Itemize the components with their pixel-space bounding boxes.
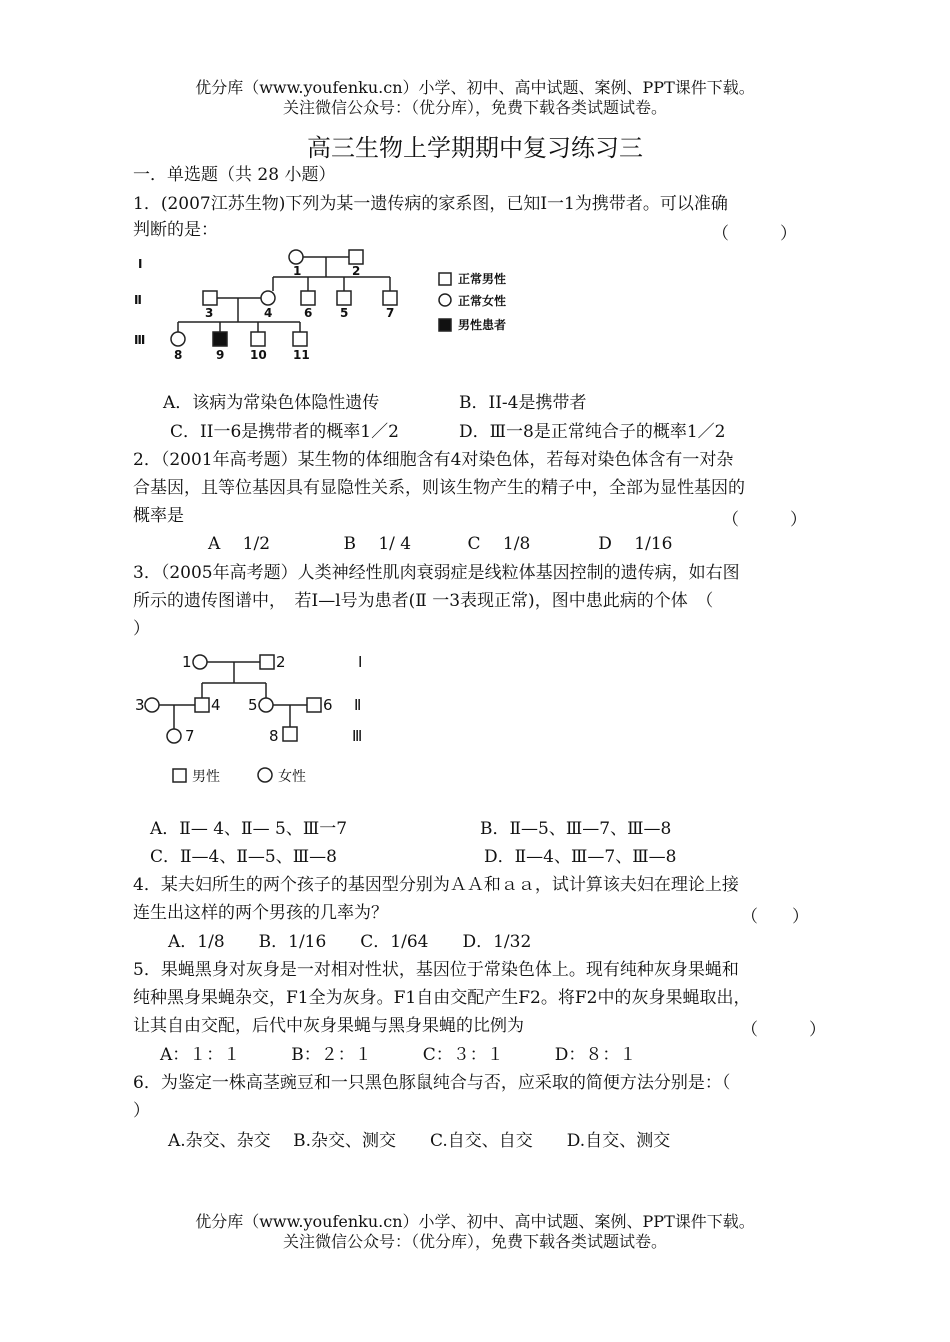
- q3-individual-6: [307, 698, 321, 712]
- footer-line-1: 优分库（www.youfenku.cn）小学、初中、高中试题、案例、PPT课件下载。: [195, 1212, 755, 1231]
- q6-options: A.杂交、杂交 B.杂交、测交 C.自交、自交 D.自交、测交: [168, 1131, 671, 1151]
- q3-num-3: 3: [135, 696, 145, 714]
- q1-num-5: 5: [340, 306, 349, 320]
- q1-individual-III9: [213, 332, 227, 346]
- q3-stem-line-2: 所示的遗传图谱中， 若Ⅰ—l号为患者(Ⅱ 一3表现正常)，图中患此病的个体 （: [133, 591, 714, 611]
- q3-num-8: 8: [269, 727, 279, 745]
- q3-gen-II-label: Ⅱ: [354, 696, 362, 714]
- q1-gen-I-label: Ⅰ: [138, 257, 143, 271]
- q5-stem-line-3: 让其自由交配，后代中灰身果蝇与黑身果蝇的比例为: [133, 1016, 524, 1036]
- q3-individual-8: [283, 727, 297, 741]
- q3-stem-line-3: ）: [133, 619, 150, 639]
- q3-option-d: D．Ⅱ—4、Ⅲ—7、Ⅲ—8: [484, 847, 677, 867]
- q3-individual-1: [193, 655, 207, 669]
- q1-num-1: 1: [293, 264, 302, 278]
- q3-num-4: 4: [211, 696, 221, 714]
- q1-option-c: C．II一6是携带者的概率1／2: [170, 422, 399, 442]
- q1-option-d: D．Ⅲ一8是正常纯合子的概率1／2: [459, 422, 726, 442]
- q1-num-11: 11: [293, 348, 310, 362]
- q1-option-b: B．II-4是携带者: [459, 393, 587, 413]
- q1-num-3: 3: [205, 306, 214, 320]
- q3-option-b: B．Ⅱ—5、Ⅲ—7、Ⅲ—8: [480, 819, 672, 839]
- q3-option-a: A．Ⅱ— 4、Ⅱ— 5、Ⅲ一7: [150, 819, 348, 839]
- q1-num-6: 6: [304, 306, 313, 320]
- q3-num-5: 5: [248, 696, 258, 714]
- q1-individual-II-a: [301, 291, 315, 305]
- q1-num-7: 7: [386, 306, 395, 320]
- q2-options: A 1/2 B 1/ 4 C 1/8 D 1/16: [208, 534, 673, 554]
- q1-individual-I1: [289, 250, 303, 264]
- q1-stem-line-1: 1．(2007江苏生物)下列为某一遗传病的家系图，已知Ⅰ一1为携带者。可以准确: [133, 194, 728, 214]
- q5-options: A：１：１ B：２：１ C：３：１ D：８：１: [160, 1045, 637, 1065]
- q3-legend-male-label: 男性: [192, 769, 220, 785]
- q1-num-2: 2: [352, 264, 361, 278]
- q2-stem-line-3: 概率是: [133, 506, 184, 526]
- q1-option-a: A．该病为常染色体隐性遗传: [163, 393, 380, 413]
- q3-num-2: 2: [276, 653, 286, 671]
- q3-num-7: 7: [185, 727, 195, 745]
- q3-individual-4: [195, 698, 209, 712]
- q1-pedigree-figure: [128, 244, 520, 366]
- q5-answer-paren: （ ）: [741, 1020, 826, 1040]
- q5-stem-line-1: 5．果蝇黑身对灰身是一对相对性状，基因位于常染色体上。现有纯种灰身果蝇和: [133, 960, 739, 980]
- q1-legend-female-label: 正常女性: [458, 294, 507, 308]
- q3-gen-III-label: Ⅲ: [352, 727, 363, 745]
- q3-gen-I-label: Ⅰ: [358, 653, 363, 671]
- q4-stem-line-1: 4．某夫妇所生的两个孩子的基因型分别为ＡＡ和ａａ，试计算该夫妇在理论上接: [133, 875, 739, 895]
- q6-stem-line-2: ）: [133, 1101, 150, 1121]
- q3-individual-5: [259, 698, 273, 712]
- q6-stem-line-1: 6．为鉴定一株高茎豌豆和一只黑色豚鼠纯合与否，应采取的简便方法分别是：（: [133, 1073, 731, 1093]
- q3-option-c: C．Ⅱ—4、Ⅱ—5、Ⅲ—8: [150, 847, 337, 867]
- q1-gen-II-label: Ⅱ: [134, 293, 142, 307]
- q3-legend-male-symbol: [173, 769, 186, 782]
- q1-num-9: 9: [216, 348, 225, 362]
- q1-num-4: 4: [264, 306, 273, 320]
- q1-legend-affected-label: 男性患者: [458, 318, 507, 332]
- q1-individual-II-b: [337, 291, 351, 305]
- q3-individual-7: [167, 729, 181, 743]
- q1-num-8: 8: [174, 348, 183, 362]
- q1-gen-III-label: Ⅲ: [134, 333, 146, 347]
- q1-num-10: 10: [250, 348, 267, 362]
- q1-stem-line-2: 判断的是：: [133, 220, 218, 240]
- q2-stem-line-2: 合基因，且等位基因具有显隐性关系，则该生物产生的精子中，全部为显性基因的: [133, 478, 745, 498]
- q2-answer-paren: （ ）: [722, 510, 807, 530]
- q4-options: A．1/8 B．1/16 C．1/64 D．1/32: [168, 932, 532, 952]
- header-line-1: 优分库（www.youfenku.cn）小学、初中、高中试题、案例、PPT课件下载。: [195, 78, 755, 97]
- section-heading: 一．单选题（共 28 小题）: [133, 165, 336, 185]
- q3-legend-female-symbol: [258, 768, 272, 782]
- q1-individual-II3: [203, 291, 217, 305]
- page-title: 高三生物上学期期中复习练习三: [307, 134, 643, 162]
- q1-individual-II4: [261, 291, 275, 305]
- q1-individual-III11: [293, 332, 307, 346]
- q3-legend-female-label: 女性: [278, 769, 306, 785]
- q3-individual-2: [260, 655, 274, 669]
- q2-stem-line-1: 2．（2001年高考题）某生物的体细胞含有4对染色体，若每对染色体含有一对杂: [133, 450, 734, 470]
- q3-individual-3: [145, 698, 159, 712]
- q1-legend-female-symbol: [439, 294, 451, 306]
- q4-stem-line-2: 连生出这样的两个男孩的几率为？: [133, 903, 388, 923]
- q3-stem-line-1: 3．（2005年高考题）人类神经性肌肉衰弱症是线粒体基因控制的遗传病，如右图: [133, 563, 740, 583]
- q1-individual-II7: [383, 291, 397, 305]
- q1-individual-I2: [349, 250, 363, 264]
- q4-answer-paren: （ ）: [741, 907, 809, 927]
- q3-pedigree-figure: [130, 645, 380, 795]
- q1-individual-III8: [171, 332, 185, 346]
- q1-answer-paren: （ ）: [712, 224, 797, 244]
- q3-num-6: 6: [323, 696, 333, 714]
- q1-legend-male-symbol: [439, 273, 451, 285]
- q1-individual-III10: [251, 332, 265, 346]
- footer-line-2: 关注微信公众号：（优分库），免费下载各类试题试卷。: [282, 1232, 667, 1251]
- header-line-2: 关注微信公众号：（优分库），免费下载各类试题试卷。: [282, 98, 667, 117]
- q1-legend-affected-symbol: [439, 319, 451, 331]
- q3-num-1: 1: [182, 653, 192, 671]
- q5-stem-line-2: 纯种黑身果蝇杂交，F1全为灰身。F1自由交配产生F2。将F2中的灰身果蝇取出，: [133, 988, 751, 1008]
- q1-legend-male-label: 正常男性: [458, 272, 507, 286]
